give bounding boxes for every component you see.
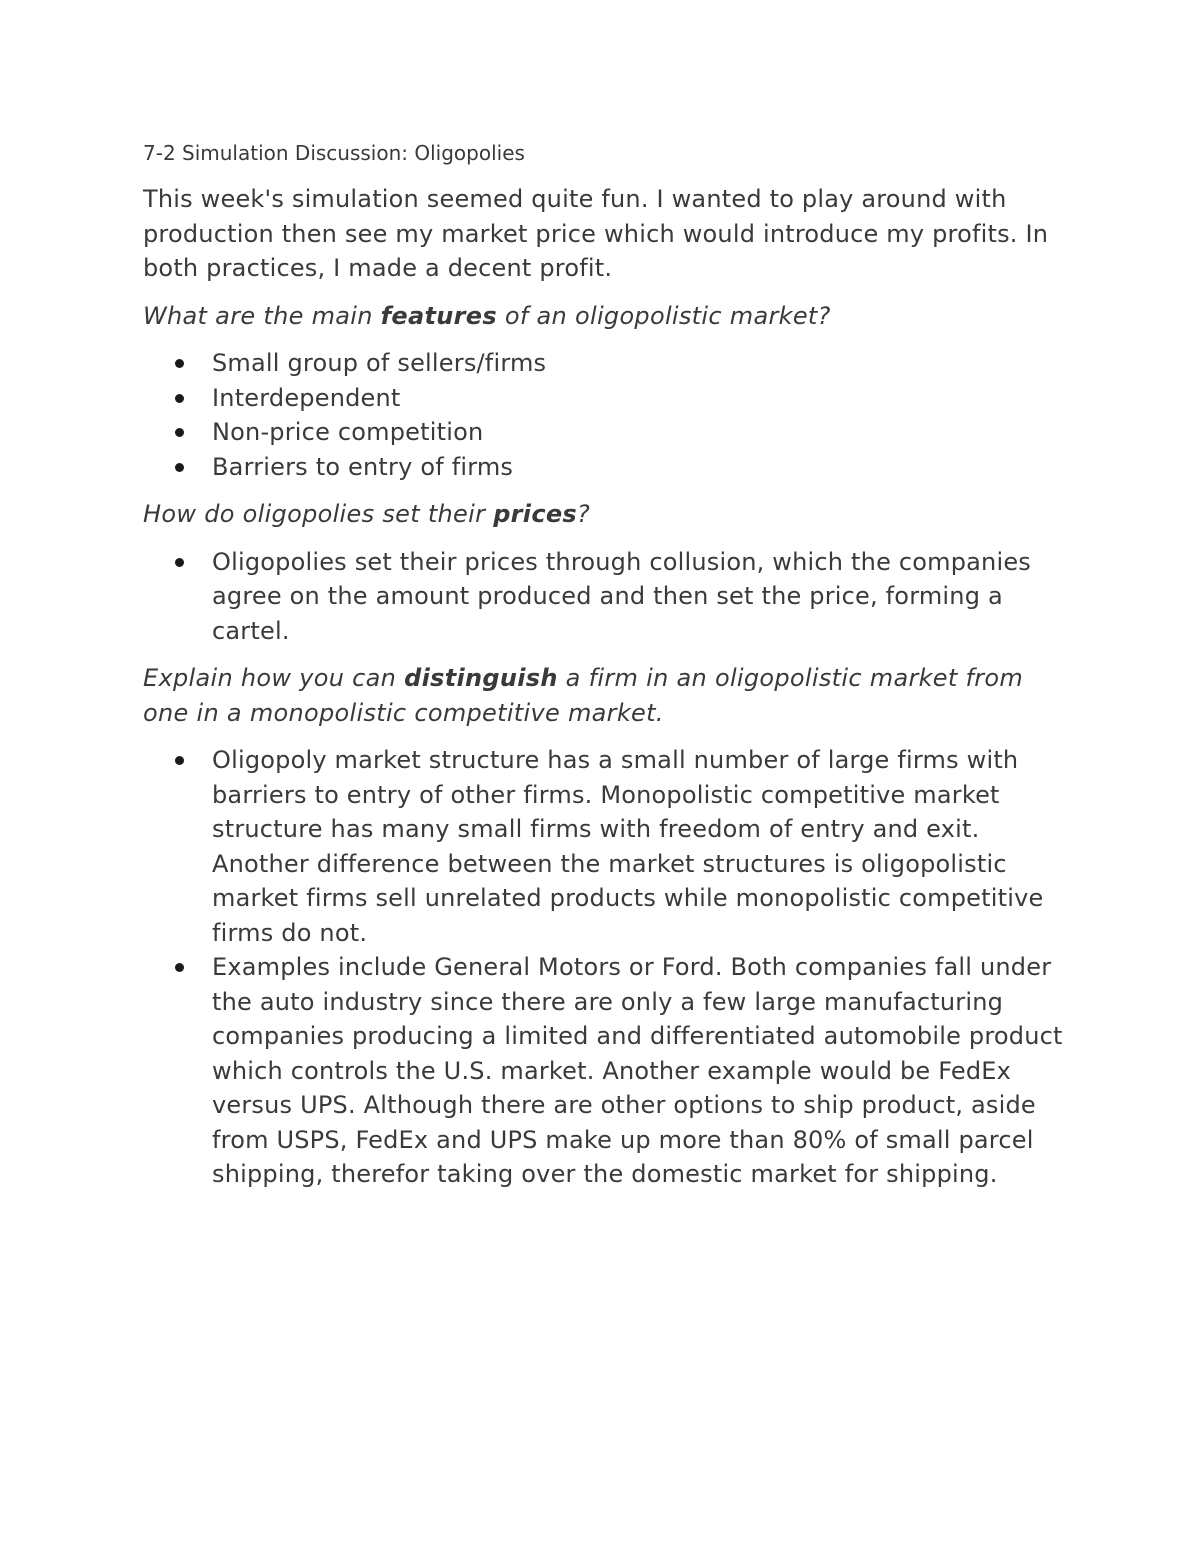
question-text: of an oligopolistic market? [496,301,831,330]
list-item [143,950,1073,1192]
list-item-text: Oligopoly market structure has a small number of large firms with barriers to entry of other firms. Monopolistic competitive market structure has many small firms with freedom of entry and exit. Another difference between the market structures is oligopolistic market firms sell unrelated products while monopolistic competitive firms do not. [212,746,1044,947]
question-text: How do oligopolies set their [143,500,494,528]
bullet-icon [175,558,184,567]
list-item-text: Examples include General Motors or Ford. Both companies fall under the auto industry since there are only a few large manufacturing companies producing a limited and differentiated automobile product which controls the U.S. market. Another example would be FedEx versus UPS. Although there are other options to ship product, aside from USPS, FedEx and UPS make up more than 80% of small parcel shipping, therefor taking over the domestic market for shipping. [212,953,1063,1188]
document-title: 7-2 Simulation Discussion: Oligopolies [143,141,525,165]
list-item [143,346,1073,381]
question-text: ? [577,500,591,528]
list-item [143,381,1073,416]
features-list [143,346,1073,484]
list-item-text: Non-price competition [212,418,484,446]
question-text: Explain how you can [143,664,405,692]
question-keyword: distinguish [404,664,558,692]
bullet-icon [175,428,184,437]
list-item [143,743,1073,950]
prices-list [143,545,1073,649]
bullet-icon [175,463,184,472]
list-item-text: Interdependent [212,383,401,412]
question-keyword: features [380,301,497,330]
list-item [143,545,1073,649]
bullet-icon [175,394,184,403]
distinguish-list [143,743,1073,1192]
intro-paragraph: This week's simulation seemed quite fun. I wanted to play around with production then see my market price which would introduce my profits. In both practices, I made a decent profit. [143,185,1049,282]
question-prices [143,497,1073,532]
question-text: What are the main [143,301,381,330]
document-page [143,138,1073,1205]
question-text: a firm in an oligopolistic market from one in a monopolistic competitive market. [143,664,1024,727]
list-item-text: Small group of sellers/firms [212,349,547,377]
question-distinguish [143,661,1073,730]
bullet-icon [175,359,184,368]
bullet-icon [175,756,184,765]
list-item [143,415,1073,450]
list-item-text: Barriers to entry of firms [212,452,514,481]
list-item [143,450,1073,485]
question-keyword: prices [493,500,578,528]
bullet-icon [175,963,184,972]
list-item-text: Oligopolies set their prices through collusion, which the companies agree on the amount produced and then set the price, forming a cartel. [212,547,1032,645]
question-features [143,299,1073,334]
